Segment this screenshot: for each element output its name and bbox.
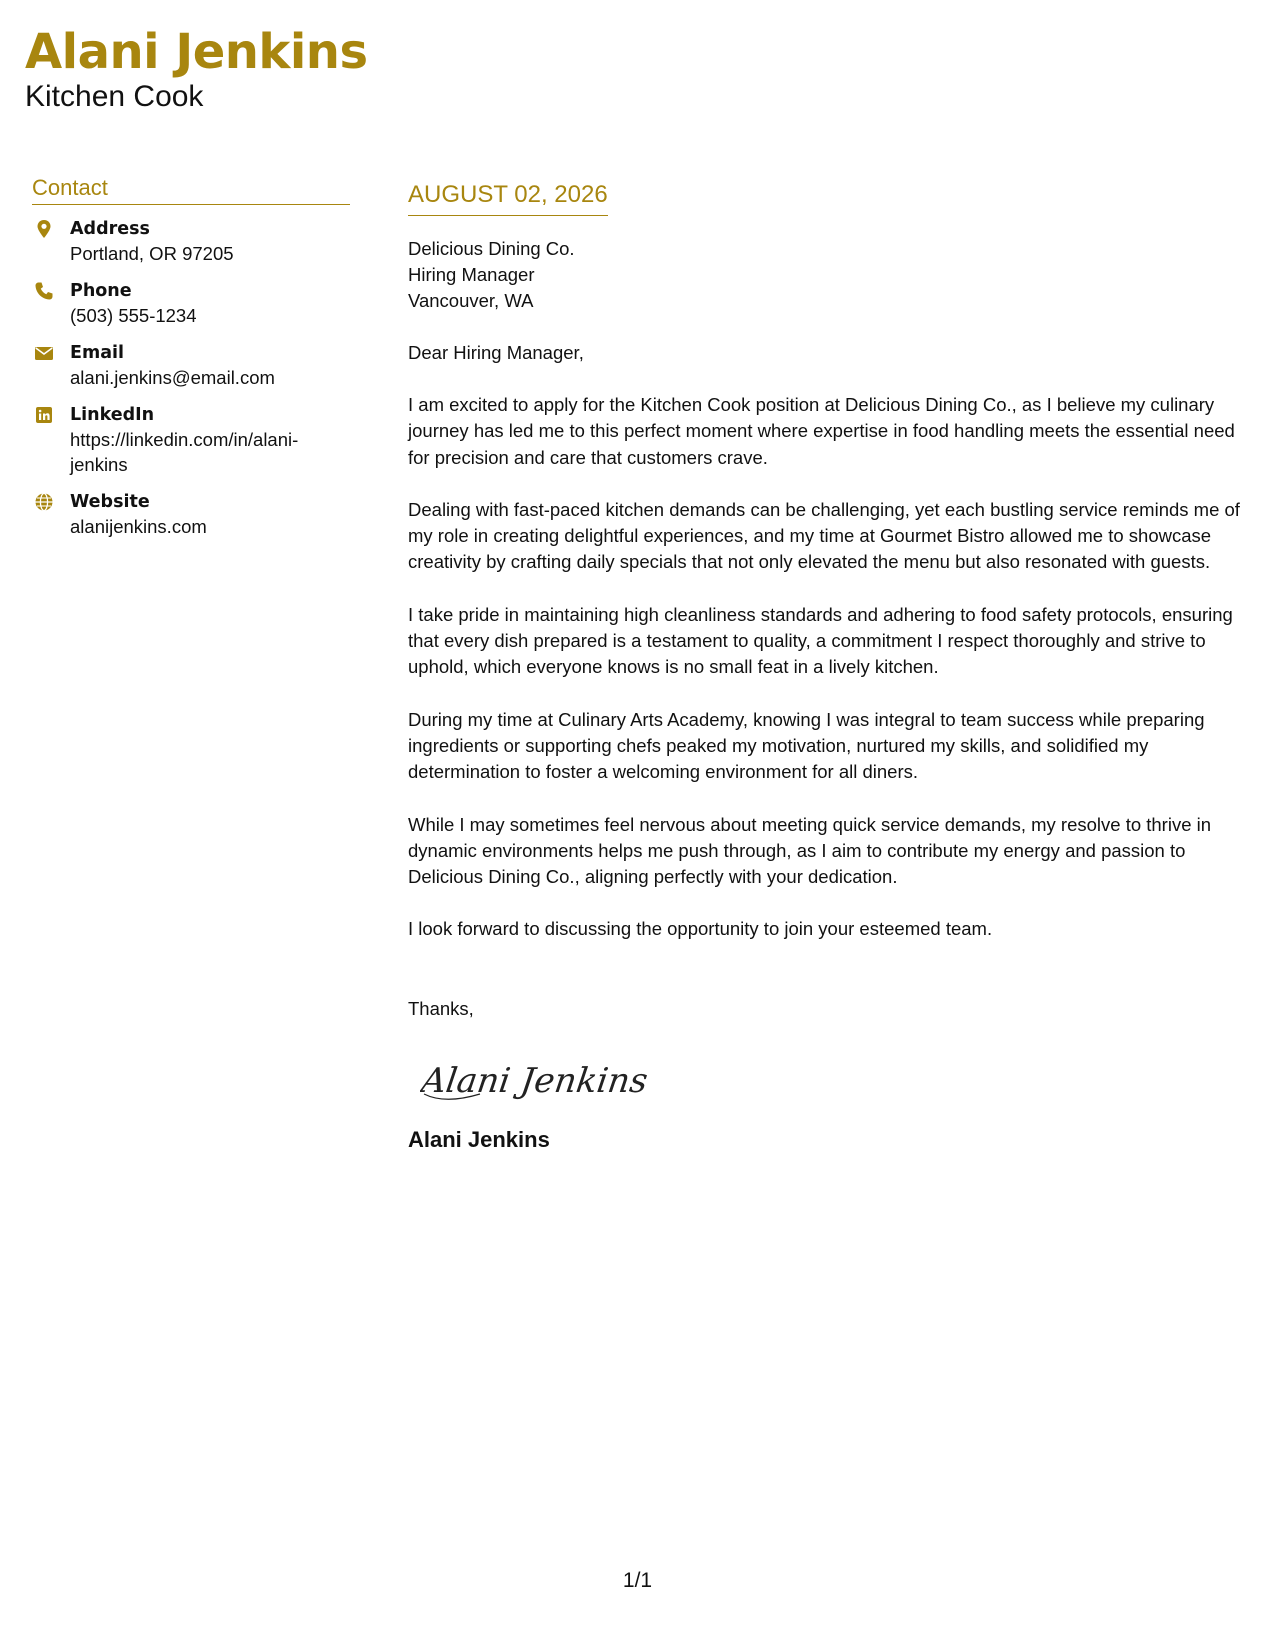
letter-paragraph: Dealing with fast-paced kitchen demands can be challenging, yet each bustling service reminds me of my role in creating delightful experiences, and my time at Gourmet Bistro allowed me to showcase creativity by crafting daily specials that not only elevated the menu but also resonated with guests. [408,498,1240,573]
handwritten-signature [420,1050,660,1110]
recipient-title: Hiring Manager [408,264,535,285]
letter-paragraph: While I may sometimes feel nervous about meeting quick service demands, my resolve to thrive in dynamic environments helps me push through, as I aim to contribute my energy and passion to Delicious Dining Co., aligning perfectly with your dedication. [408,813,1212,888]
contact-value: Portland, OR 97205 [70,243,234,264]
contact-heading: Contact [32,174,350,205]
contact-label: Email [70,343,124,363]
job-title: Kitchen Cook [25,80,204,113]
envelope-icon [34,343,54,363]
contact-item-website [32,490,350,539]
letter-paragraph: During my time at Culinary Arts Academy, knowing I was integral to team success while preparing ingredients or supporting chefs peaked my motivation, nurtured my skills, and solidified my determination to foster a welcoming environment for all diners. [408,708,1205,783]
svg-text:Alani Jenkins: Alani Jenkins [420,1060,651,1101]
header [25,22,368,114]
contact-value: alanijenkins.com [70,516,207,537]
contact-label: Phone [70,281,132,301]
contact-item-phone [32,279,350,328]
letter-paragraph: I am excited to apply for the Kitchen Cook position at Delicious Dining Co., as I believe my culinary journey has led me to this perfect moment where expertise in food handling meets the essential need for precision and care that customers crave. [408,394,1235,468]
globe-icon [34,492,54,512]
contact-label: Address [70,219,150,239]
letter-paragraph: I look forward to discussing the opportunity to join your esteemed team. [408,918,993,940]
letter-body [408,180,1258,1154]
greeting: Dear Hiring Manager, [408,342,584,363]
linkedin-icon [34,405,54,425]
recipient-company: Delicious Dining Co. [408,238,575,259]
recipient-location: Vancouver, WA [408,290,534,311]
contact-item-linkedin [32,403,350,477]
letter-date: AUGUST 02, 2026 [408,180,608,216]
map-pin-icon [34,219,54,239]
phone-icon [34,281,54,301]
contact-sidebar [32,174,350,552]
closing: Thanks, [408,997,474,1019]
page-number: 1/1 [622,1569,653,1592]
contact-label: Website [70,492,150,512]
letter-paragraph: I take pride in maintaining high cleanliness standards and adhering to food safety protocols, ensuring that every dish prepared is a testament to quality, a commitment I respect thoroughly and strive to uphold, which everyone knows is no small feat in a lively kitchen. [408,603,1233,678]
contact-label: LinkedIn [70,405,155,425]
signer-name: Alani Jenkins [408,1126,550,1152]
contact-value: alani.jenkins@email.com [70,367,275,388]
recipient-block [408,236,1258,314]
contact-item-address [32,217,350,266]
contact-item-email [32,341,350,390]
contact-value: https://linkedin.com/in/alani-jenkins [70,429,299,475]
applicant-name: Alani Jenkins [25,24,368,80]
contact-value: (503) 555-1234 [70,305,197,326]
